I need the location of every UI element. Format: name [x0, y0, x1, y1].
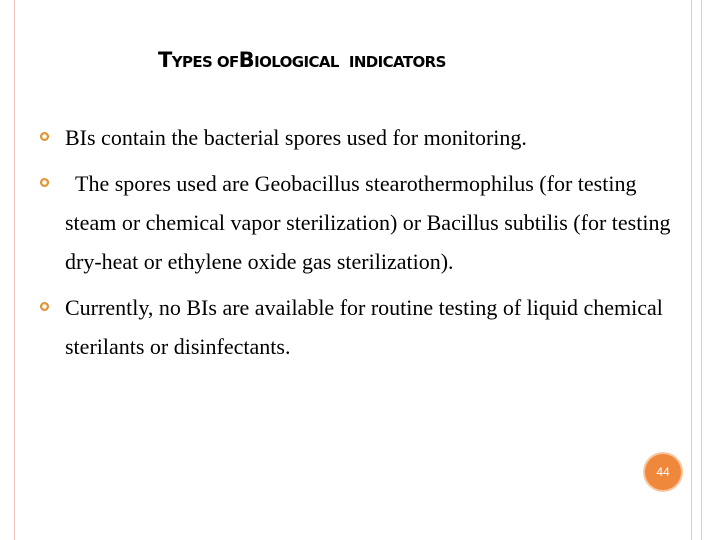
list-item	[40, 118, 680, 157]
page-number: 44	[656, 465, 670, 479]
bullet-icon	[40, 132, 49, 141]
title-rest-1: YPES OF	[171, 53, 239, 71]
title-cap-1: T	[158, 48, 172, 72]
list-item	[40, 164, 680, 281]
bullet-text: The spores used are Geobacillus stearothermophilus (for testing steam or chemical vapor sterilization) or Bacillus subtilis (for testing dry-heat or ethylene oxide gas sterilization).	[65, 171, 671, 274]
page-number-badge	[643, 452, 683, 492]
title-cap-2: B	[238, 48, 255, 72]
list-item	[40, 288, 680, 366]
left-frame-line	[14, 0, 15, 540]
bullet-list	[40, 118, 680, 373]
right-frame-line	[691, 0, 692, 540]
bullet-text: BIs contain the bacterial spores used for monitoring.	[65, 125, 527, 150]
bullet-text: Currently, no BIs are available for routine testing of liquid chemical sterilants or disinfectants.	[65, 295, 663, 359]
bullet-icon	[40, 178, 49, 187]
title-word-3: INDICATORS	[348, 53, 446, 71]
bullet-icon	[40, 302, 49, 311]
right-frame-line-outer	[701, 0, 702, 540]
slide-title	[158, 48, 446, 72]
title-rest-2: IOLOGICAL	[254, 53, 339, 71]
